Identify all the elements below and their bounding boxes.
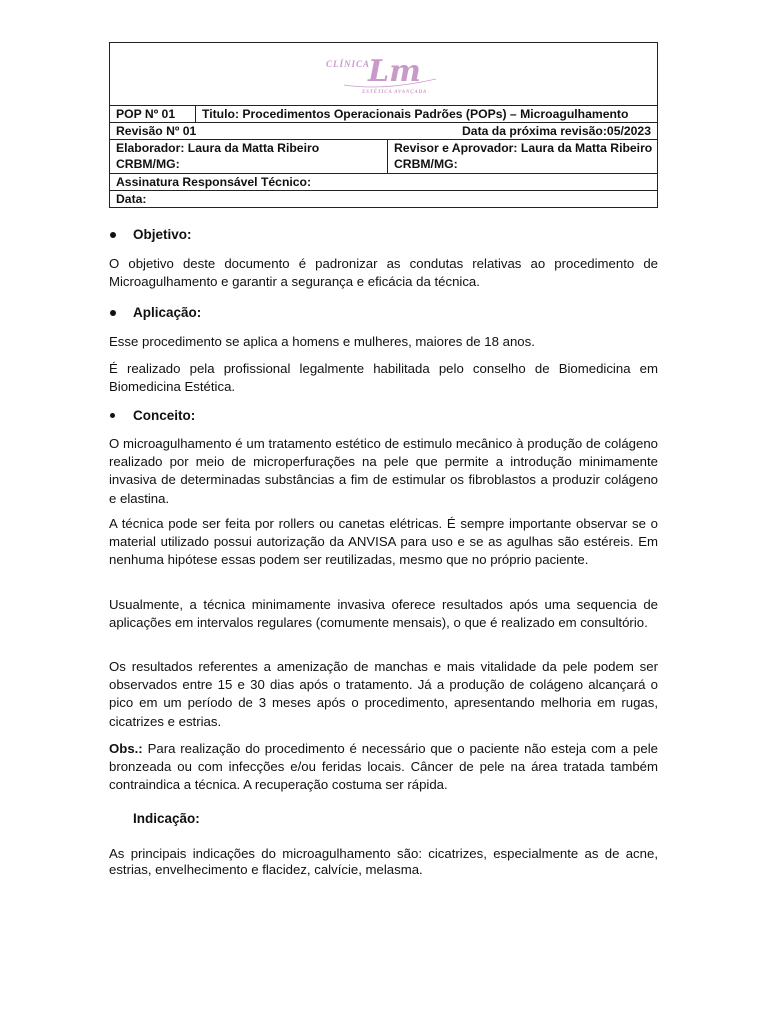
bullet-icon: [110, 310, 116, 316]
next-revision-date: Data da próxima revisão:05/2023: [461, 124, 651, 138]
header-row-date: [110, 191, 657, 208]
header-row-signature: [110, 174, 657, 191]
obs-text: Para realização do procedimento é necessário que o paciente não esteja com a pele bronzeada ou com infecções e/ou feridas locais. Câncer de pele na área tratada também contraindica a técnica. A recuperação costuma ser rápida.: [109, 741, 658, 793]
header-row-title: [110, 106, 657, 123]
document-title: Titulo: Procedimentos Operacionais Padrões (POPs) – Microagulhamento: [202, 107, 629, 121]
signature-label: Assinatura Responsável Técnico:: [116, 175, 312, 189]
date-label: Data:: [116, 192, 147, 206]
bullet-icon: [110, 413, 115, 418]
paragraph: Esse procedimento se aplica a homens e mulheres, maiores de 18 anos.: [109, 334, 535, 349]
section-objetivo: [109, 227, 658, 242]
paragraph: O microagulhamento é um tratamento estético de estimulo mecânico à produção de colágeno realizado por meio de microperfurações na pele que permite a introdução minimamente invasiva de determinadas substâncias a fim de estimular os fibroblastos a produzir colágeno e elastina.: [109, 436, 658, 506]
section-conceito: [109, 408, 658, 423]
obs-paragraph: [109, 740, 658, 795]
obs-label: Obs.:: [109, 741, 143, 756]
elaborador-crbm: CRBM/MG:: [116, 157, 180, 171]
section-indicacao: [109, 811, 658, 826]
section-heading: Indicação:: [133, 811, 200, 826]
document-header-table: [109, 42, 658, 208]
logo-tagline: ESTÉTICA AVANÇADA: [362, 90, 428, 95]
section-heading: Objetivo:: [133, 227, 192, 242]
section-aplicacao: [109, 305, 658, 320]
logo-brand-text: CLÍNICA: [326, 59, 371, 69]
paragraph: Os resultados referentes a amenização de manchas e mais vitalidade da pele podem ser observados entre 15 e 30 dias após o tratamento. Já a produção de colágeno alcançará o pico em um período de 3 meses após o procedimento, apresentando melhoria em rugas, cicatrizes e estrias.: [109, 659, 658, 729]
header-row-revision: [110, 123, 657, 140]
revisor-crbm: CRBM/MG:: [394, 157, 458, 171]
elaborador: Elaborador: Laura da Matta Ribeiro: [116, 141, 320, 155]
section-heading: Aplicação:: [133, 305, 202, 320]
paragraph: A técnica pode ser feita por rollers ou canetas elétricas. É sempre importante observar se o material utilizado possui autorização da ANVISA para uso e se as agulhas são estéreis. Em nenhuma hipótese essas podem ser reutilizadas, mesmo que no próprio paciente.: [109, 516, 658, 568]
pop-number: POP Nº 01: [110, 106, 196, 122]
paragraph: Usualmente, a técnica minimamente invasiva oferece resultados após uma sequencia de aplicações em intervalos regulares (comumente mensais), o que é realizado em consultório.: [109, 597, 658, 631]
revision-number: Revisão Nº 01: [116, 124, 197, 138]
logo-row: [110, 43, 657, 106]
paragraph: O objetivo deste documento é padronizar as condutas relativas ao procedimento de Microagulhamento e garantir a segurança e eficácia da técnica.: [109, 256, 658, 290]
paragraph: É realizado pela profissional legalmente habilitada pelo conselho de Biomedicina em Biomedicina Estética.: [109, 361, 658, 395]
revisor: Revisor e Aprovador: Laura da Matta Ribeiro: [394, 141, 653, 155]
clinic-logo: [324, 45, 444, 101]
header-row-authors: [110, 140, 657, 174]
paragraph: As principais indicações do microagulhamento são: cicatrizes, especialmente as de acne, estrias, envelhecimento e flacidez, calvície, melasma.: [109, 846, 658, 877]
section-heading: Conceito:: [133, 408, 196, 423]
logo-initials: Lm: [368, 54, 421, 89]
bullet-icon: [110, 232, 116, 238]
